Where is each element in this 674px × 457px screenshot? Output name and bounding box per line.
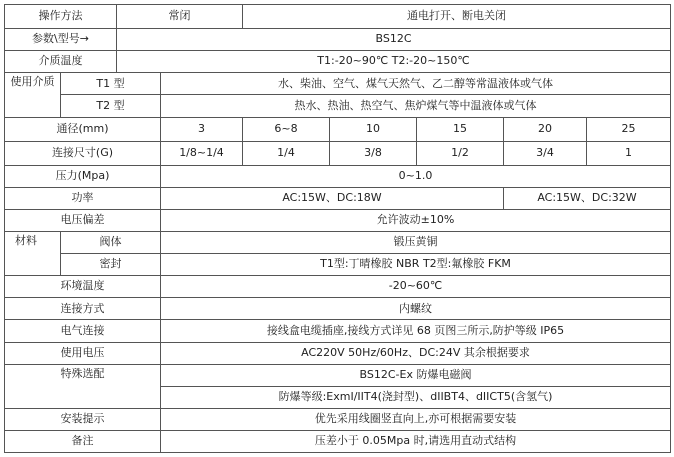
diameter-value: 10 <box>330 117 417 141</box>
medium-temp-value: T1:-20~90℃ T2:-20~150℃ <box>117 51 671 73</box>
diameter-value: 20 <box>504 117 587 141</box>
material-seal-value: T1型:丁晴橡胶 NBR T2型:氟橡胶 FKM <box>161 254 671 276</box>
connection-size-label: 连接尺寸(G) <box>5 141 161 165</box>
row-material-seal <box>5 254 671 276</box>
operation-value: 通电打开、断电关闭 <box>243 5 671 29</box>
voltage-label: 使用电压 <box>5 342 161 364</box>
medium-t2-value: 热水、热油、热空气、焦炉煤气等中温液体或气体 <box>161 95 671 117</box>
row-electrical <box>5 320 671 342</box>
row-voltage-tolerance <box>5 210 671 232</box>
electrical-label: 电气连接 <box>5 320 161 342</box>
diameter-label: 通径(mm) <box>5 117 161 141</box>
material-label: 材料 <box>5 232 61 276</box>
row-diameter <box>5 117 671 141</box>
spec-table <box>4 4 671 453</box>
power-value-small: AC:15W、DC:18W <box>161 187 504 209</box>
medium-temp-label: 介质温度 <box>5 51 117 73</box>
row-medium-t1 <box>5 73 671 95</box>
row-connection-type <box>5 298 671 320</box>
voltage-tolerance-value: 允许波动±10% <box>161 210 671 232</box>
row-remarks <box>5 430 671 452</box>
connection-size-value: 3/8 <box>330 141 417 165</box>
special-value-2: 防爆等级:ExmI/IIT4(浇封型)、dIIBT4、dIICT5(含氢气) <box>161 386 671 408</box>
ambient-temp-value: -20~60℃ <box>161 276 671 298</box>
medium-t1-label: T1 型 <box>61 73 161 95</box>
special-value-1: BS12C-Ex 防爆电磁阀 <box>161 364 671 386</box>
medium-label: 使用介质 <box>5 73 61 117</box>
medium-t2-label: T2 型 <box>61 95 161 117</box>
connection-type-value: 内螺纹 <box>161 298 671 320</box>
power-value-large: AC:15W、DC:32W <box>504 187 671 209</box>
remarks-value: 压差小于 0.05Mpa 时,请选用直动式结构 <box>161 430 671 452</box>
voltage-tolerance-label: 电压偏差 <box>5 210 161 232</box>
pressure-label: 压力(Mpa) <box>5 165 161 187</box>
row-connection-size <box>5 141 671 165</box>
row-model <box>5 29 671 51</box>
row-medium-t2 <box>5 95 671 117</box>
material-body-value: 锻压黄铜 <box>161 232 671 254</box>
special-label: 特殊选配 <box>5 364 161 408</box>
diameter-value: 15 <box>417 117 504 141</box>
row-ambient-temp <box>5 276 671 298</box>
connection-size-value: 3/4 <box>504 141 587 165</box>
diameter-value: 3 <box>161 117 243 141</box>
operation-type: 常闭 <box>117 5 243 29</box>
row-power <box>5 187 671 209</box>
connection-type-label: 连接方式 <box>5 298 161 320</box>
connection-size-value: 1/2 <box>417 141 504 165</box>
row-voltage <box>5 342 671 364</box>
connection-size-value: 1/4 <box>243 141 330 165</box>
pressure-value: 0~1.0 <box>161 165 671 187</box>
row-special-1 <box>5 364 671 386</box>
model-value: BS12C <box>117 29 671 51</box>
material-body-label: 阀体 <box>61 232 161 254</box>
connection-size-value: 1/8~1/4 <box>161 141 243 165</box>
row-operation <box>5 5 671 29</box>
operation-label: 操作方法 <box>5 5 117 29</box>
material-seal-label: 密封 <box>61 254 161 276</box>
model-label: 参数\型号→ <box>5 29 117 51</box>
diameter-value: 25 <box>587 117 671 141</box>
row-medium-temp <box>5 51 671 73</box>
diameter-value: 6~8 <box>243 117 330 141</box>
row-material-body <box>5 232 671 254</box>
install-label: 安装提示 <box>5 408 161 430</box>
ambient-temp-label: 环境温度 <box>5 276 161 298</box>
connection-size-value: 1 <box>587 141 671 165</box>
medium-t1-value: 水、柴油、空气、煤气天然气、乙二醇等常温液体或气体 <box>161 73 671 95</box>
row-install <box>5 408 671 430</box>
power-label: 功率 <box>5 187 161 209</box>
remarks-label: 备注 <box>5 430 161 452</box>
install-value: 优先采用线圈竖直向上,亦可根据需要安装 <box>161 408 671 430</box>
row-pressure <box>5 165 671 187</box>
voltage-value: AC220V 50Hz/60Hz、DC:24V 其余根据要求 <box>161 342 671 364</box>
electrical-value: 接线盒电缆插座,接线方式详见 68 页图三所示,防护等级 IP65 <box>161 320 671 342</box>
